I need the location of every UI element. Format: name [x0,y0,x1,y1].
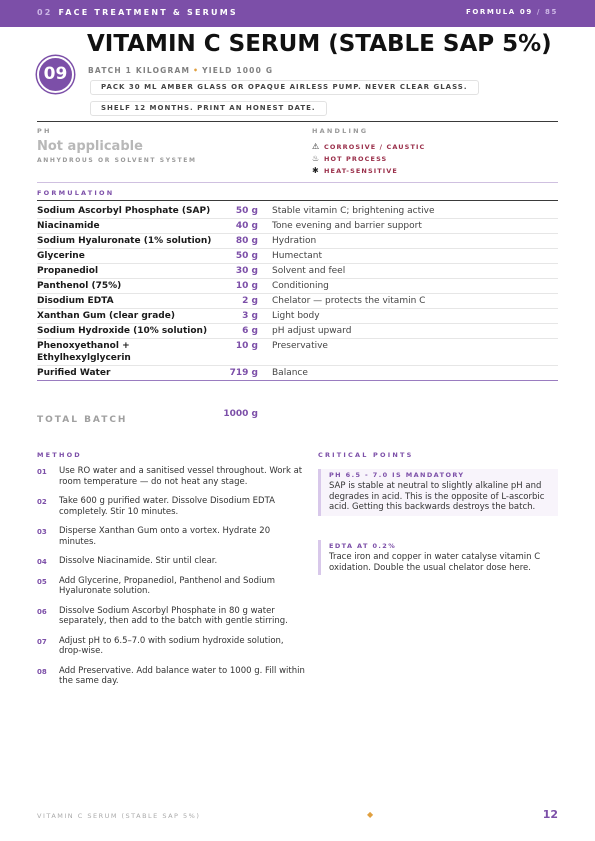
step-text: Dissolve Sodium Ascorbyl Phosphate in 80 g water separately, then add to the batch with gentle stirring. [59,605,288,626]
step-number: 03 [37,528,47,536]
top-bar [0,0,595,27]
fire-icon: ♨ [312,154,321,163]
table-row [37,219,558,234]
divider [37,182,558,183]
formula-counter [466,8,558,16]
page-title: VITAMIN C SERUM (STABLE SAP 5%) [87,31,552,57]
ingredient-note: Stable vitamin C; brightening active [272,206,435,216]
step-number: 04 [37,558,47,566]
ingredient-note: Solvent and feel [272,266,346,276]
ingredient-note: Chelator — protects the vitamin C [272,296,426,306]
ingredient-note: Light body [272,311,320,321]
formulation-table [37,204,558,381]
bullet-icon: • [193,66,200,75]
section-number: 02 [37,8,53,17]
ingredient-amount: 6 g [242,326,258,336]
step-text: Add Preservative. Add balance water to 1000 g. Fill within the same day. [59,665,305,686]
table-row [37,294,558,309]
ingredient-note: Balance [272,368,308,378]
ingredient-name: Panthenol (75%) [37,281,122,291]
ph-label: PH [37,127,52,135]
ingredient-amount: 3 g [242,311,258,321]
method-step [37,606,305,627]
method-step [37,636,305,657]
formula-badge: 09 [37,56,74,93]
step-text: Add Glycerine, Propanediol, Panthenol and Sodium Hyaluronate solution. [59,575,275,596]
pack-chip: PACK 30 ML AMBER GLASS OR OPAQUE AIRLESS PUMP. NEVER CLEAR GLASS. [90,80,479,95]
diamond-icon: ◆ [367,810,374,819]
ingredient-name: Disodium EDTA [37,296,114,306]
ingredient-amount: 80 g [235,236,258,246]
critical-point-body: SAP is stable at neutral to slightly alkaline pH and degrades in acid. This is the opposite of L-ascorbic acid. Getting this backwards destroys the batch. [329,481,545,512]
table-row [37,264,558,279]
handling-list [312,141,425,177]
table-row [37,279,558,294]
ph-subtext: ANHYDROUS OR SOLVENT SYSTEM [37,157,197,164]
ingredient-amount: 2 g [242,296,258,306]
ingredient-name: Phenoxyethanol + Ethylhexylglycerin [37,341,131,363]
critical-point [318,540,558,575]
ingredient-name: Sodium Hydroxide (10% solution) [37,326,208,336]
divider [37,121,558,122]
ingredient-amount: 50 g [235,206,258,216]
formulation-label: FORMULATION [37,189,115,197]
ingredient-amount: 50 g [235,251,258,261]
step-text: Use RO water and a sanitised vessel throughout. Work at room temperature — do not heat any stage. [59,466,303,487]
step-number: 07 [37,637,47,646]
page-number: 12 [542,808,558,821]
method-step [37,526,305,547]
warning-icon: ⚠ [312,142,321,151]
critical-point-heading: EDTA AT 0.2% [329,542,397,550]
step-text: Disperse Xanthan Gum onto a vortex. Hydrate 20 minutes. [59,526,271,547]
step-text: Adjust pH to 6.5–7.0 with sodium hydroxide solution, drop-wise. [59,635,284,656]
table-row [37,234,558,249]
step-text: Dissolve Niacinamide. Stir until clear. [59,556,218,566]
method-label: METHOD [37,451,82,459]
table-row [37,366,558,381]
snowflake-icon: ✱ [312,166,320,175]
ingredient-name: Glycerine [37,251,85,261]
batch-line [88,66,273,75]
formula-total: / 85 [536,8,558,16]
table-row [37,339,558,366]
method-steps [37,466,305,696]
ingredient-name: Purified Water [37,368,111,378]
handling-item: ⚠ CORROSIVE / CAUSTIC [312,142,426,151]
ingredient-amount: 30 g [235,266,258,276]
ingredient-amount: 719 g [229,368,258,378]
method-step [37,576,305,597]
method-step [37,666,305,687]
ingredient-amount: 40 g [235,221,258,231]
ingredient-note: pH adjust upward [272,326,352,336]
step-number: 08 [37,667,47,676]
method-step [37,466,305,487]
step-number: 05 [37,577,47,586]
formula-label: FORMULA 09 [465,8,533,16]
table-row [37,324,558,339]
shelf-chip: SHELF 12 MONTHS. PRINT AN HONEST DATE. [90,101,327,116]
ingredient-note: Preservative [272,341,328,351]
step-text: Take 600 g purified water. Dissolve Disodium EDTA completely. Stir 10 minutes. [59,496,275,517]
total-batch-label: TOTAL BATCH [37,415,128,425]
handling-item: ♨ HOT PROCESS [312,154,388,163]
ingredient-note: Hydration [272,236,317,246]
critical-point-body: Trace iron and copper in water catalyse vitamin C oxidation. Double the usual chelator dose here. [329,552,541,573]
method-step [37,556,305,567]
step-number: 02 [37,498,47,506]
footer-title: VITAMIN C SERUM (STABLE SAP 5%) [37,812,201,820]
table-row [37,249,558,264]
table-row [37,204,558,219]
step-number: 01 [37,468,47,476]
batch-size: BATCH 1 KILOGRAM [88,66,191,75]
section-heading [37,8,238,17]
divider [37,200,558,201]
ingredient-note: Conditioning [272,281,329,291]
critical-points-label: CRITICAL POINTS [318,451,414,459]
critical-point [318,469,558,516]
section-title: FACE TREATMENT & SERUMS [58,8,238,17]
ingredient-note: Tone evening and barrier support [272,221,422,231]
batch-yield: YIELD 1000 G [202,66,274,75]
ingredient-name: Xanthan Gum (clear grade) [37,311,175,321]
total-batch-value: 1000 g [223,409,258,419]
critical-point-heading: PH 6.5 - 7.0 IS MANDATORY [329,471,465,479]
ingredient-name: Sodium Hyaluronate (1% solution) [37,236,212,246]
ingredient-name: Propanediol [37,266,99,276]
step-number: 06 [37,607,47,616]
ingredient-name: Niacinamide [37,221,100,231]
ph-value: Not applicable [37,139,143,154]
table-row [37,309,558,324]
ingredient-note: Humectant [272,251,323,261]
handling-item: ✱ HEAT-SENSITIVE [312,166,398,175]
method-step [37,496,305,517]
ingredient-amount: 10 g [235,281,258,291]
ingredient-name: Sodium Ascorbyl Phosphate (SAP) [37,206,211,216]
ingredient-amount: 10 g [235,341,258,351]
handling-label: HANDLING [312,127,369,135]
